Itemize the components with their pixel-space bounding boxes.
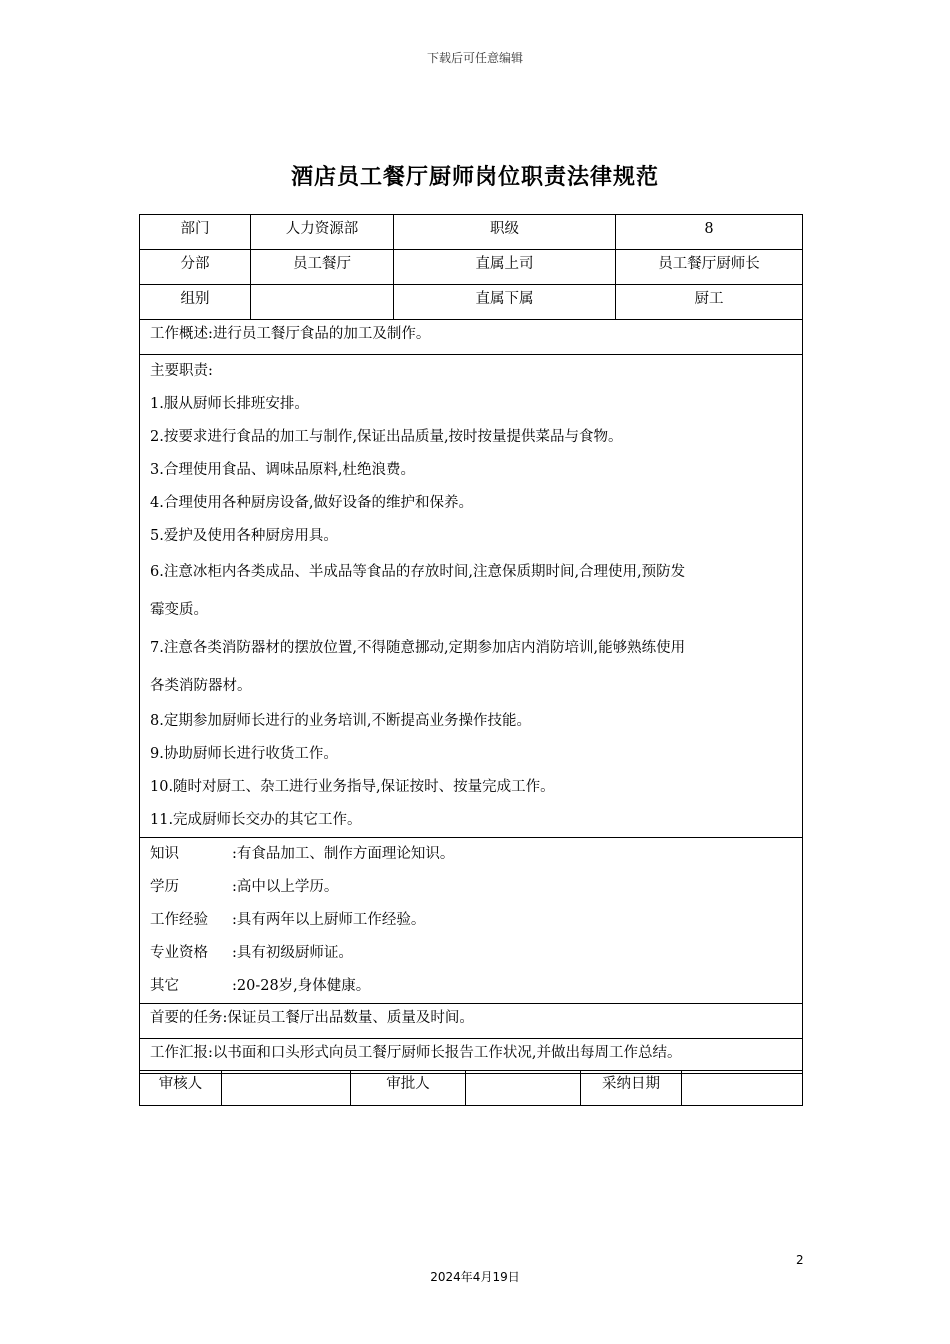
- duty-item: 2.按要求进行食品的加工与制作,保证出品质量,按时按量提供菜品与食物。: [150, 429, 623, 445]
- supervisor-value: 员工餐厅厨师长: [616, 250, 803, 285]
- duties-heading: 主要职责:: [150, 363, 213, 379]
- duty-item: 3.合理使用食品、调味品原料,杜绝浪费。: [150, 462, 415, 478]
- duty-item: 8.定期参加厨师长进行的业务培训,不断提高业务操作技能。: [150, 713, 531, 729]
- group-value: [251, 285, 394, 320]
- qualification-label: 知识: [150, 846, 179, 862]
- footer-date: 2024年4月19日: [430, 1270, 520, 1284]
- table-row: [140, 1071, 803, 1106]
- duty-item: 5.爱护及使用各种厨房用具。: [150, 528, 338, 544]
- qualification-value: :20-28岁,身体健康。: [232, 978, 371, 994]
- duty-item: 1.服从厨师长排班安排。: [150, 396, 309, 412]
- duty-item: 9.协助厨师长进行收货工作。: [150, 746, 338, 762]
- work-report: 工作汇报:以书面和口头形式向员工餐厅厨师长报告工作状况,并做出每周工作总结。: [140, 1039, 803, 1074]
- qualification-row: [150, 970, 792, 1003]
- duty-item: 10.随时对厨工、杂工进行业务指导,保证按时、按量完成工作。: [150, 779, 555, 795]
- duty-item: 7.注意各类消防器材的摆放位置,不得随意挪动,定期参加店内消防培训,能够熟练使用: [150, 640, 686, 656]
- duty-item: 4.合理使用各种厨房设备,做好设备的维护和保养。: [150, 495, 473, 511]
- qualification-row: [150, 838, 792, 871]
- table-row: [140, 838, 803, 1004]
- qualification-label: 工作经验: [150, 912, 208, 928]
- signature-table: [139, 1070, 803, 1106]
- subordinate-value: 厨工: [616, 285, 803, 320]
- document-title: 酒店员工餐厅厨师岗位职责法律规范: [290, 165, 659, 190]
- duty-item: 11.完成厨师长交办的其它工作。: [150, 812, 362, 828]
- duty-item-continued: 各类消防器材。: [150, 678, 252, 694]
- approver-label: 审批人: [351, 1071, 466, 1106]
- adopt-date-label: 采纳日期: [581, 1071, 682, 1106]
- work-overview: 工作概述:进行员工餐厅食品的加工及制作。: [140, 320, 803, 355]
- qualification-label: 学历: [150, 879, 179, 895]
- duty-item: 6.注意冰柜内各类成品、半成品等食品的存放时间,注意保质期时间,合理使用,预防发: [150, 564, 686, 580]
- grade-label: 职级: [394, 215, 616, 250]
- qualification-value: :高中以上学历。: [232, 879, 339, 895]
- qualification-label: 专业资格: [150, 945, 208, 961]
- division-label: 分部: [140, 250, 251, 285]
- reviewer-field: [222, 1071, 351, 1106]
- duty-item-continued: 霉变质。: [150, 602, 208, 618]
- table-row: [140, 215, 803, 250]
- grade-value: 8: [616, 215, 803, 250]
- qualification-value: :具有初级厨师证。: [232, 945, 353, 961]
- qualification-row: [150, 904, 792, 937]
- table-row: [140, 355, 803, 838]
- qualification-row: [150, 871, 792, 904]
- division-value: 员工餐厅: [251, 250, 394, 285]
- table-row: [140, 1039, 803, 1074]
- adopt-date-field: [682, 1071, 803, 1106]
- reviewer-label: 审核人: [140, 1071, 222, 1106]
- duties-section: [140, 355, 803, 838]
- subordinate-label: 直属下属: [394, 285, 616, 320]
- supervisor-label: 直属上司: [394, 250, 616, 285]
- table-row: [140, 250, 803, 285]
- table-row: [140, 285, 803, 320]
- qualifications-section: [140, 838, 803, 1004]
- table-row: [140, 320, 803, 355]
- group-label: 组别: [140, 285, 251, 320]
- primary-task: 首要的任务:保证员工餐厅出品数量、质量及时间。: [140, 1004, 803, 1039]
- job-description-table: [139, 214, 803, 1074]
- page-number: 2: [796, 1253, 804, 1267]
- department-value: 人力资源部: [251, 215, 394, 250]
- approver-field: [466, 1071, 581, 1106]
- department-label: 部门: [140, 215, 251, 250]
- qualification-value: :有食品加工、制作方面理论知识。: [232, 846, 455, 862]
- qualification-row: [150, 937, 792, 970]
- table-row: [140, 1004, 803, 1039]
- qualification-value: :具有两年以上厨师工作经验。: [232, 912, 426, 928]
- qualification-label: 其它: [150, 978, 179, 994]
- header-note: 下载后可任意编辑: [426, 51, 523, 65]
